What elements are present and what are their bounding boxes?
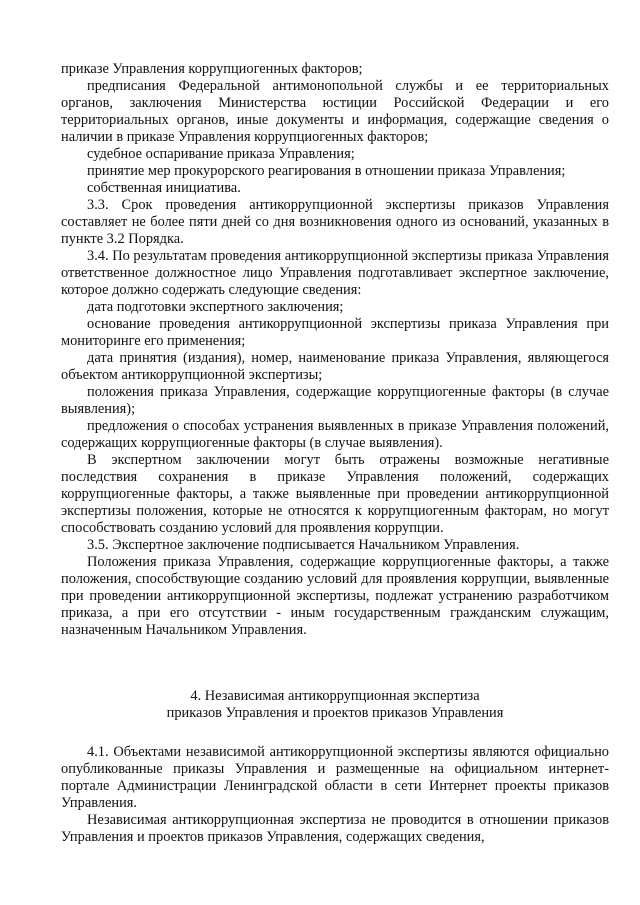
paragraph-court-challenge: судебное оспаривание приказа Управления; [87,146,355,162]
paragraph-fas-orders: предписания Федеральной антимонопольной службы и ее территориальных органов, заключения Министерства юстиции Российской Федерации и его территориальных органов, иные документы и информация, содержащие сведения о наличии в приказе Управления коррупциогенных факторов; [61,78,609,145]
paragraph-3-5: 3.5. Экспертное заключение подписывается Начальником Управления. [87,537,520,553]
paragraph-3-3: 3.3. Срок проведения антикоррупционной экспертизы приказов Управления составляет не более пяти дней со дня возникновения одного из оснований, указанных в пункте 3.2 Порядка. [61,197,609,247]
paragraph-independent-exception: Независимая антикоррупционная экспертиза не проводится в отношении приказов Управления и проектов приказов Управления, содержащих сведения, [61,812,609,845]
paragraph-date-of-conclusion: дата подготовки экспертного заключения; [87,299,344,315]
paragraph-corruption-provisions: положения приказа Управления, содержащие коррупциогенные факторы (в случае выявления); [61,384,609,417]
paragraph-continuation: приказе Управления коррупциогенных факторов; [61,61,363,77]
paragraph-negative-consequences: В экспертном заключении могут быть отражены возможные негативные последствия сохранения в приказе Управления положений, содержащих коррупциогенные факторы, а также выявленные при проведении антикоррупционной экспертизы положения, которые не относятся к коррупциогенным факторам, но могут способствовать созданию условий для проявления коррупции. [61,452,609,536]
paragraph-elimination: Положения приказа Управления, содержащие коррупциогенные факторы, а также положения, способствующие созданию условий для проявления коррупции, выявленные при проведении антикоррупционной экспертизы, подлежат устранению разработчиком приказа, а при его отсутствии - иным государственным гражданским служащим, назначенным Начальником Управления. [61,554,609,638]
paragraph-prosecutor-measures: принятие мер прокурорского реагирования в отношении приказа Управления; [87,163,566,179]
paragraph-3-4: 3.4. По результатам проведения антикоррупционной экспертизы приказа Управления ответственное должностное лицо Управления подготавливает экспертное заключение, которое должно содержать следующие сведения: [61,248,609,298]
section-heading-line-2: приказов Управления и проектов приказов Управления [166,705,504,721]
section-heading-line-1: 4. Независимая антикоррупционная экспертиза [190,688,480,704]
paragraph-proposals: предложения о способах устранения выявленных в приказе Управления положений, содержащих коррупциогенные факторы (в случае выявления). [61,418,609,451]
body-text-bottom [61,744,609,846]
paragraph-basis: основание проведения антикоррупционной экспертизы приказа Управления при мониторинге его применения; [61,316,609,349]
paragraph-4-1: 4.1. Объектами независимой антикоррупционной экспертизы являются официально опубликованные приказы Управления и размещенные на официальном интернет-портале Администрации Ленинградской области в сети Интернет проекты приказов Управления. [61,744,609,811]
body-text-top [61,61,609,639]
paragraph-own-initiative: собственная инициатива. [87,180,241,196]
paragraph-order-details: дата принятия (издания), номер, наименование приказа Управления, являющегося объектом антикоррупционной экспертизы; [61,350,609,383]
section-4-heading [61,688,609,722]
